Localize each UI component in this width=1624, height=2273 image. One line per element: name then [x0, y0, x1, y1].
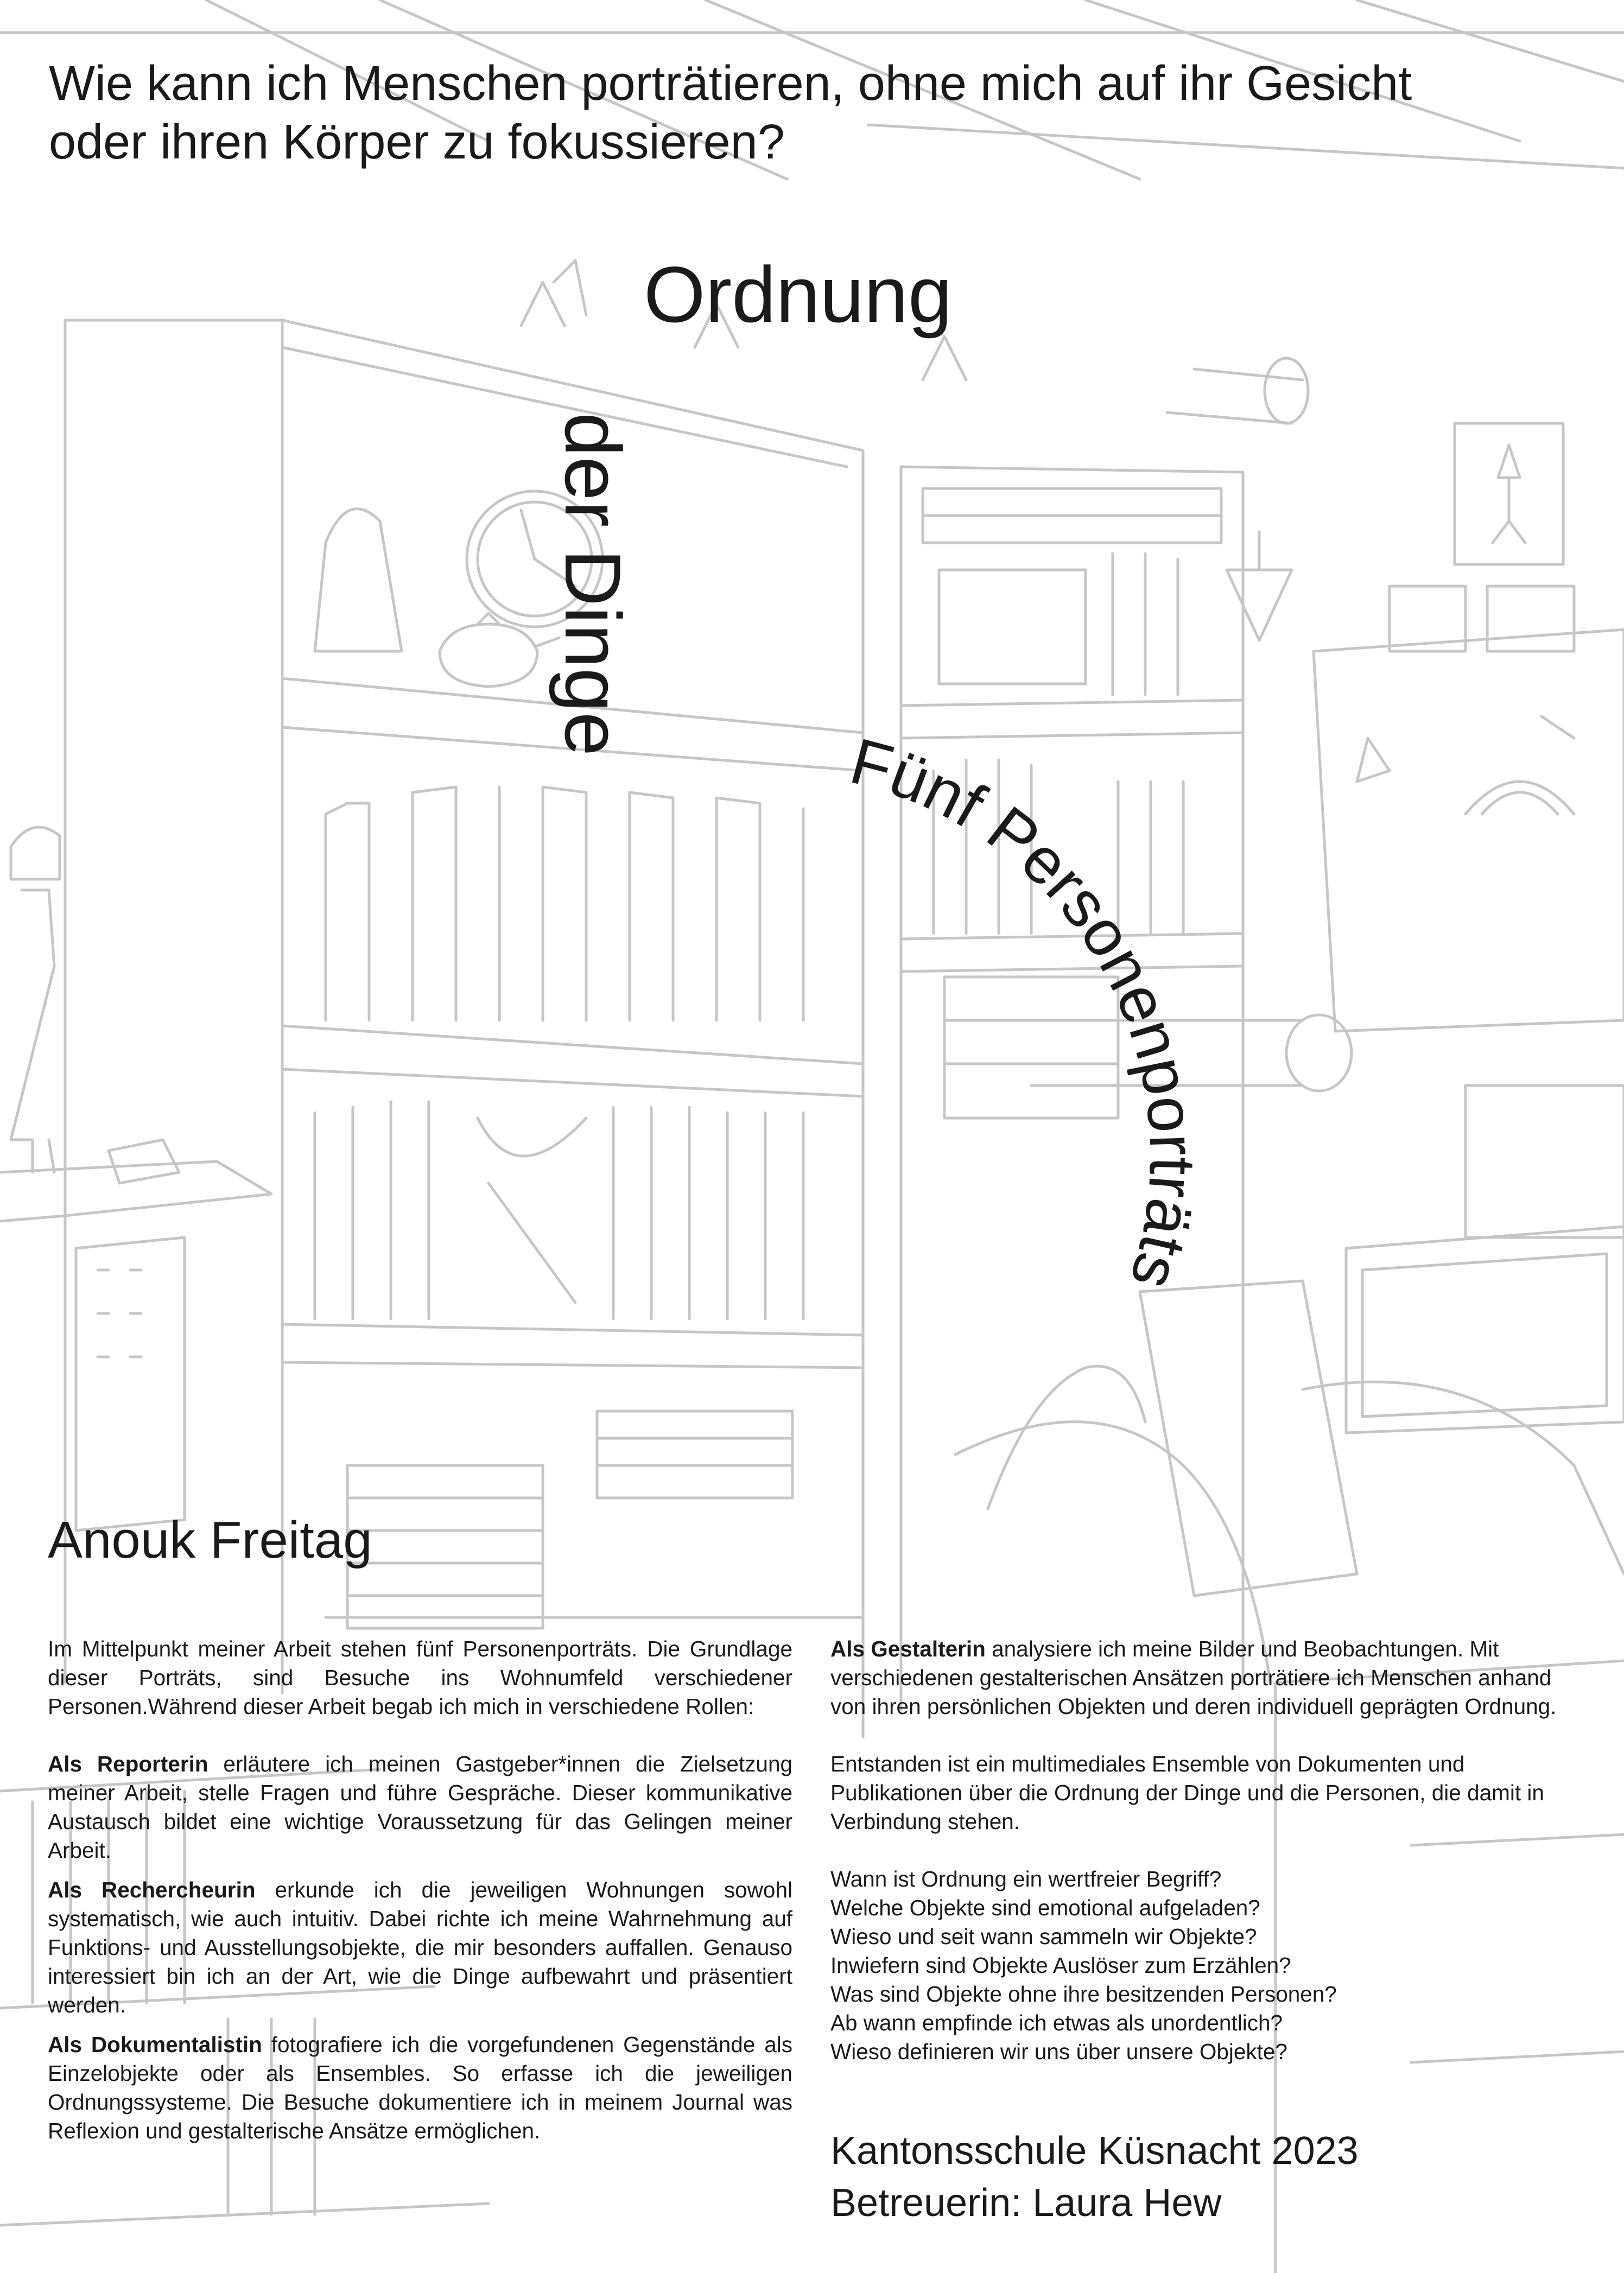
role-text: erkunde ich die jeweiligen Wohnungen sowohl systematisch, wie auch intuitiv. Dabei richte ich meine Wahrnehmung auf Funktions- und Ausstellungsobjekte, die mir besonders auffallen. Genauso interessiert bin ich an der Art, wie die Dinge aufbewahrt und präsentiert werden.: [48, 1877, 792, 2017]
role-paragraph-rechercheurin: [48, 1876, 792, 2020]
footer: [830, 2125, 1359, 2229]
intro-paragraph: Im Mittelpunkt meiner Arbeit stehen fünf Personenporträts. Die Grundlage dieser Porträts, sind Besuche ins Wohnumfeld verschiedener Personen.Während dieser Arbeit begab ich mich in verschiedene Rollen:: [48, 1636, 792, 1719]
text-column-right: [830, 1635, 1575, 2066]
question-item: Was sind Objekte ohne ihre besitzenden Personen?: [830, 1982, 1337, 2007]
headline-question: Wie kann ich Menschen porträtieren, ohne mich auf ihr Gesicht oder ihren Körper zu fokussieren?: [49, 56, 1412, 169]
role-paragraph-dokumentalistin: [48, 2030, 792, 2145]
text-column-left: [48, 1635, 792, 2174]
question-item: Wieso und seit wann sammeln wir Objekte?: [830, 1924, 1257, 1949]
role-text: analysiere ich meine Bilder und Beobachtungen. Mit verschiedenen gestalterischen Ansätzen porträtiere ich Menschen anhand von ihren persönlichen Objekten und deren individuell geprägten Ordnung.: [830, 1636, 1557, 1719]
arc-title-personenportraets: Fünf Personenporträts: [843, 724, 1209, 1298]
role-paragraph-gestalterin: [830, 1635, 1575, 1721]
question-item: Wann ist Ordnung ein wertfreier Begriff?: [830, 1866, 1222, 1891]
role-text: erläutere ich meinen Gastgeber*innen die Zielsetzung meiner Arbeit, stelle Fragen und führe Gespräche. Dieser kommunikative Austausch bildet eine wichtige Voraussetzung für das Gelingen meiner Arbeit.: [48, 1751, 792, 1863]
question-item: Wieso definieren wir uns über unsere Objekte?: [830, 2039, 1287, 2064]
title-der-dinge: der Dinge: [549, 412, 637, 757]
question-item: Inwiefern sind Objekte Auslöser zum Erzählen?: [830, 1953, 1291, 1978]
question-item: Welche Objekte sind emotional aufgeladen?: [830, 1895, 1260, 1920]
title-ordnung: Ordnung: [644, 250, 953, 339]
author-name: Anouk Freitag: [48, 1511, 372, 1569]
school-year: Kantonsschule Küsnacht 2023: [830, 2129, 1359, 2173]
question-item: Ab wann empfinde ich etwas als unordentlich?: [830, 2010, 1283, 2035]
role-label: Als Rechercheurin: [48, 1877, 256, 1902]
role-label: Als Gestalterin: [830, 1636, 986, 1661]
role-text: fotografiere ich die vorgefundenen Gegenstände als Einzelobjekte oder als Ensembles. So erfasse ich die jeweiligen Ordnungssysteme. Die Besuche dokumentiere ich in meinem Journal was Reflexion und gestalterische Ansätze ermöglichen.: [48, 2032, 792, 2143]
question-list: [830, 1865, 1575, 2066]
role-label: Als Dokumentalistin: [48, 2032, 262, 2057]
ensemble-paragraph: Entstanden ist ein multimediales Ensemble von Dokumenten und Publikationen über die Ordnung der Dinge und die Personen, die damit in Verbindung stehen.: [830, 1751, 1544, 1834]
supervisor: Betreuerin: Laura Hew: [830, 2181, 1222, 2225]
role-label: Als Reporterin: [48, 1751, 208, 1776]
role-paragraph-reporterin: [48, 1750, 792, 1865]
